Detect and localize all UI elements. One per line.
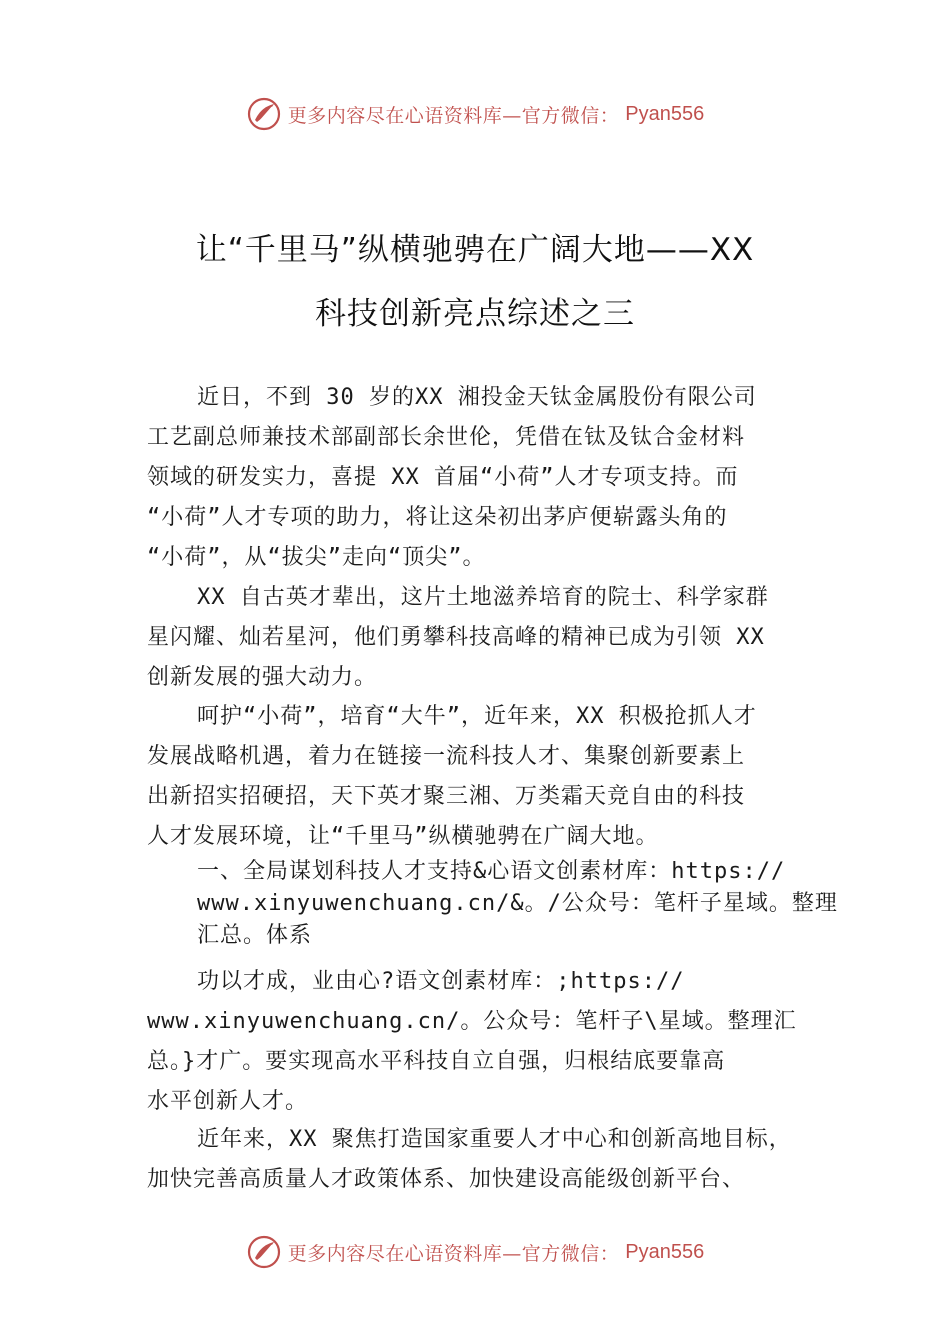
text-line: 人才发展环境，让“千里马”纵横驰骋在广阔大地。 <box>147 824 659 849</box>
paragraph-3 <box>147 697 827 857</box>
text-line: 总。}才广。要实现高水平科技自立自强，归根结底要靠高 <box>147 1049 726 1074</box>
text-line: 功以才成，业由心?语文创素材库：;https:// <box>197 969 685 994</box>
text-line: 创新发展的强大动力。 <box>147 665 378 690</box>
text-line: 近年来，XX 聚焦打造国家重要人才中心和创新高地目标， <box>197 1127 792 1152</box>
text-line: 呵护“小荷”，培育“大牛”，近年来，XX 积极抢抓人才 <box>197 704 757 729</box>
footer-banner <box>0 1230 950 1274</box>
brand-logo-icon <box>246 96 282 132</box>
text-line: “小荷”人才专项的助力，将让这朵初出茅庐便崭露头角的 <box>147 505 728 530</box>
document-title-line-1: 让“千里马”纵横驰骋在广阔大地——XX <box>195 232 755 268</box>
paragraph-6 <box>147 1120 827 1200</box>
banner-wechat-id: Pyan556 <box>625 102 705 125</box>
brand-logo-icon <box>246 1234 282 1270</box>
text-line: 加快完善高质量人才政策体系、加快建设高能级创新平台、 <box>147 1167 746 1192</box>
text-line: 近日，不到 30 岁的XX 湘投金天钛金属股份有限公司 <box>197 385 757 410</box>
text-line: 领域的研发实力，喜提 XX 首届“小荷”人才专项支持。而 <box>147 465 739 490</box>
text-line: 一、全局谋划科技人才支持&心语文创素材库：https:// <box>197 859 786 884</box>
banner-text: 更多内容尽在心语资料库—官方微信： <box>287 1242 620 1265</box>
banner-wechat-id: Pyan556 <box>625 1240 705 1263</box>
header-banner <box>0 92 950 136</box>
paragraph-5 <box>147 962 827 1122</box>
banner-text: 更多内容尽在心语资料库—官方微信： <box>287 104 620 127</box>
paragraph-1 <box>147 378 827 578</box>
section-heading-1 <box>197 856 837 952</box>
text-line: XX 自古英才辈出，这片土地滋养培育的院士、科学家群 <box>197 585 769 610</box>
text-line: 星闪耀、灿若星河，他们勇攀科技高峰的精神已成为引领 XX <box>147 625 765 650</box>
text-line: 发展战略机遇，着力在链接一流科技人才、集聚创新要素上 <box>147 744 746 769</box>
text-line: 汇总。体系 <box>197 923 313 948</box>
text-line: www.xinyuwenchuang.cn/。公众号：笔杆子\星域。整理汇 <box>147 1009 797 1034</box>
text-line: 水平创新人才。 <box>147 1089 309 1114</box>
text-line: 工艺副总师兼技术部副部长余世伦，凭借在钛及钛合金材料 <box>147 425 746 450</box>
document-title-line-2: 科技创新亮点综述之三 <box>315 296 635 332</box>
text-line: www.xinyuwenchuang.cn/&。/公众号：笔杆子星域。整理 <box>197 891 838 916</box>
text-line: “小荷”，从“拔尖”走向“顶尖”。 <box>147 545 486 570</box>
paragraph-2 <box>147 578 827 698</box>
text-line: 出新招实招硬招，天下英才聚三湘、万类霜天竞自由的科技 <box>147 784 746 809</box>
